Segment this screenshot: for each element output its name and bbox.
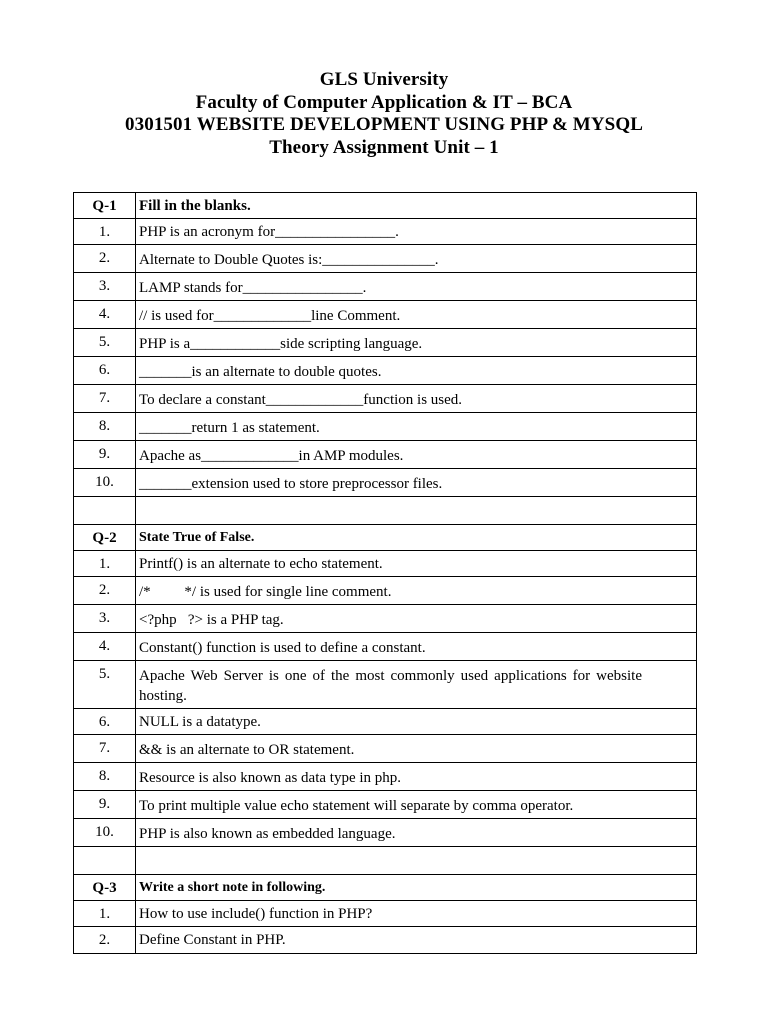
university-name: GLS University	[319, 69, 449, 90]
item-text: PHP is an acronym for________________.	[136, 219, 697, 245]
table-row	[74, 329, 697, 357]
table-row	[74, 273, 697, 301]
question-header-row	[74, 525, 697, 551]
table-row	[74, 633, 697, 661]
table-row	[74, 709, 697, 735]
question-header-row	[74, 875, 697, 901]
item-number: 7.	[74, 385, 136, 413]
item-number: 1.	[74, 219, 136, 245]
question-number: Q-1	[74, 193, 136, 219]
item-text: To print multiple value echo statement will separate by comma operator.	[136, 791, 697, 819]
table-row	[74, 605, 697, 633]
item-number: 2.	[74, 577, 136, 605]
table-row	[74, 927, 697, 954]
table-row	[74, 763, 697, 791]
assignment-title: Theory Assignment Unit – 1	[269, 137, 499, 159]
item-number: 1.	[74, 901, 136, 927]
item-text: /* */ is used for single line comment.	[136, 577, 697, 605]
table-row	[74, 577, 697, 605]
item-number: 8.	[74, 413, 136, 441]
item-number: 8.	[74, 763, 136, 791]
item-number: 5.	[74, 329, 136, 357]
item-number: 5.	[74, 661, 136, 709]
item-number: 2.	[74, 245, 136, 273]
item-text: To declare a constant_____________function is used.	[136, 385, 697, 413]
item-number: 9.	[74, 791, 136, 819]
table-row	[74, 469, 697, 497]
assignment-table	[73, 192, 697, 954]
question-number: Q-2	[74, 525, 136, 551]
table-row	[74, 385, 697, 413]
item-number: 7.	[74, 735, 136, 763]
question-number: Q-3	[74, 875, 136, 901]
question-title: Fill in the blanks.	[136, 193, 697, 219]
item-number: 4.	[74, 633, 136, 661]
item-number: 1.	[74, 551, 136, 577]
document-header	[0, 69, 768, 160]
table-row	[74, 441, 697, 469]
item-text: Constant() function is used to define a constant.	[136, 633, 697, 661]
table-row	[74, 245, 697, 273]
question-title: State True of False.	[136, 525, 697, 551]
item-text: Printf() is an alternate to echo statement.	[136, 551, 697, 577]
table-row	[74, 219, 697, 245]
table-row	[74, 819, 697, 847]
item-text: // is used for_____________line Comment.	[136, 301, 697, 329]
item-text: PHP is a____________side scripting language.	[136, 329, 697, 357]
item-number: 9.	[74, 441, 136, 469]
item-text: PHP is also known as embedded language.	[136, 819, 697, 847]
item-number: 6.	[74, 357, 136, 385]
item-text: Alternate to Double Quotes is:_______________.	[136, 245, 697, 273]
item-text: NULL is a datatype.	[136, 709, 697, 735]
question-header-row	[74, 193, 697, 219]
table-row	[74, 551, 697, 577]
item-number: 6.	[74, 709, 136, 735]
item-text: && is an alternate to OR statement.	[136, 735, 697, 763]
course-title: 0301501 WEBSITE DEVELOPMENT USING PHP & MYSQL	[125, 114, 643, 136]
item-text: Resource is also known as data type in php.	[136, 763, 697, 791]
spacer-row	[74, 497, 697, 525]
item-number: 10.	[74, 469, 136, 497]
question-title: Write a short note in following.	[136, 875, 697, 901]
table-row	[74, 791, 697, 819]
item-text: _______return 1 as statement.	[136, 413, 697, 441]
item-text: _______extension used to store preprocessor files.	[136, 469, 697, 497]
item-text: Apache as_____________in AMP modules.	[136, 441, 697, 469]
item-text: Apache Web Server is one of the most commonly used applications for website hosting.	[136, 661, 697, 709]
table-row	[74, 301, 697, 329]
table-row	[74, 357, 697, 385]
item-number: 2.	[74, 927, 136, 954]
item-text: LAMP stands for________________.	[136, 273, 697, 301]
table-row	[74, 661, 697, 709]
item-number: 3.	[74, 605, 136, 633]
item-text: _______is an alternate to double quotes.	[136, 357, 697, 385]
table-row	[74, 413, 697, 441]
faculty-name: Faculty of Computer Application & IT – BCA	[195, 91, 573, 113]
item-text: How to use include() function in PHP?	[136, 901, 697, 927]
table-row	[74, 901, 697, 927]
table-row	[74, 735, 697, 763]
item-number: 3.	[74, 273, 136, 301]
item-text: Define Constant in PHP.	[136, 927, 697, 954]
item-number: 10.	[74, 819, 136, 847]
spacer-row	[74, 847, 697, 875]
item-number: 4.	[74, 301, 136, 329]
item-text: <?php ?> is a PHP tag.	[136, 605, 697, 633]
